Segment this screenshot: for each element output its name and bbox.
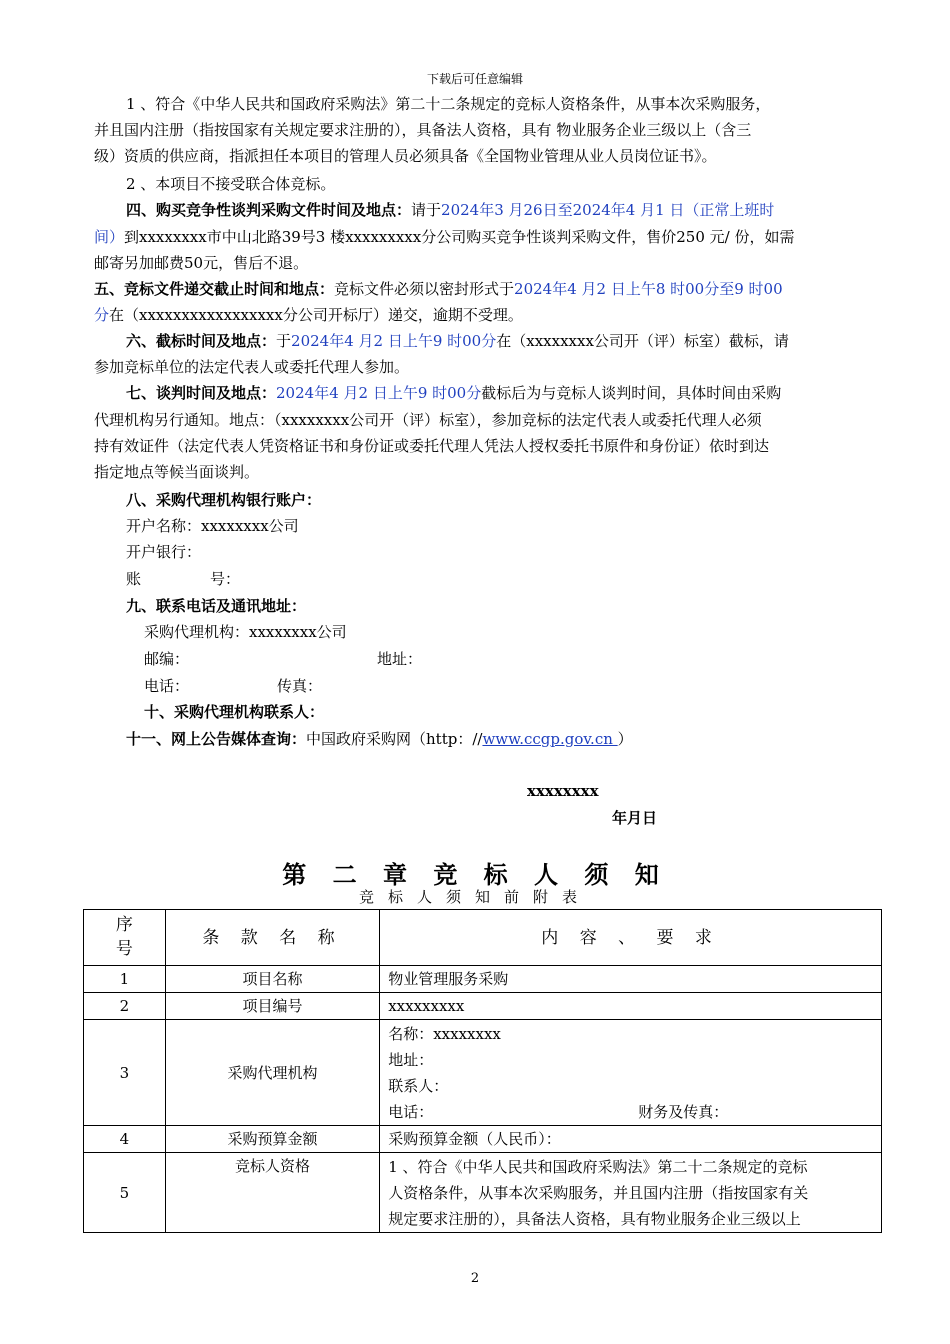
page-number: 2 xyxy=(470,1271,480,1286)
section-5-line: 分在（xxxxxxxxxxxxxxxxx分公司开标厅）递交，逾期不受理。 xyxy=(94,306,523,324)
submission-time: 2024年4 月2 日上午8 时00分至9 时00 xyxy=(514,280,783,298)
signature-company: xxxxxxxx xyxy=(527,782,599,800)
section-6-line: 六、截标时间及地点：于2024年4 月2 日上午9 时00分在（xxxxxxxx公司开（评）标室）截标，请 xyxy=(126,332,789,350)
section-4-line: 四、购买竞争性谈判采购文件时间及地点：请于2024年3 月26日至2024年4 月1 日（正常上班时 xyxy=(126,201,775,219)
purchase-period: 2024年3 月26日至2024年4 月1 日（正常上班时 xyxy=(441,201,775,219)
address: 地址： xyxy=(377,650,423,668)
account-number: 号： xyxy=(210,570,241,588)
table-row: 3 采购代理机构 名称：xxxxxxxx 地址： 联系人： 电话： 财务及传真： xyxy=(84,1020,882,1126)
section-7-line: 七、谈判时间及地点：2024年4 月2 日上午9 时00分截标后为与竞标人谈判时间，具体时间由采购 xyxy=(126,384,782,402)
agency-name: 采购代理机构：xxxxxxxx公司 xyxy=(144,623,347,641)
section-7-heading: 七、谈判时间及地点： xyxy=(126,384,277,402)
section-10-heading: 十、采购代理机构联系人： xyxy=(144,703,325,721)
bank-name: 开户银行： xyxy=(126,543,202,561)
bank-account-name: 开户名称：xxxxxxxx公司 xyxy=(126,517,299,535)
paragraph-line: 1 、符合《中华人民共和国政府采购法》第二十二条规定的竞标人资格条件，从事本次采购服务， xyxy=(126,95,771,113)
section-7-line: 指定地点等候当面谈判。 xyxy=(94,463,260,481)
section-4-heading: 四、购买竞争性谈判采购文件时间及地点： xyxy=(126,201,412,219)
bidder-instructions-table xyxy=(83,909,882,1233)
section-7-line: 代理机构另行通知。地点：（xxxxxxxx公司开（评）标室），参加竞标的法定代表人或委托代理人必须 xyxy=(94,411,762,429)
table-header-row xyxy=(84,910,882,966)
paragraph-line: 2 、本项目不接受联合体竞标。 xyxy=(126,175,336,193)
header-clause: 条 款 名 称 xyxy=(165,910,379,966)
chapter-subtitle: 竞标人须知前附表 xyxy=(358,888,591,906)
account-label: 账 xyxy=(126,570,142,588)
chapter-title: 第 二 章 竞 标 人 须 知 xyxy=(282,860,668,889)
closing-time: 2024年4 月2 日上午9 时00分 xyxy=(291,332,497,350)
table-row: 4 采购预算金额 采购预算金额（人民币）： xyxy=(84,1126,882,1153)
section-4-line: 间）到xxxxxxxx市中山北路39号3 楼xxxxxxxxx分公司购买竞争性谈判采购文件，售价250 元/ 份，如需 xyxy=(94,228,795,246)
page-header: 下载后可任意编辑 xyxy=(426,72,523,86)
section-5-heading: 五、竞标文件递交截止时间和地点： xyxy=(94,280,335,298)
section-6-heading: 六、截标时间及地点： xyxy=(126,332,277,350)
telephone: 电话： xyxy=(144,677,190,695)
section-8-heading: 八、采购代理机构银行账户： xyxy=(126,491,322,509)
section-11-heading: 十一、网上公告媒体查询： xyxy=(126,730,307,748)
section-7-line: 持有效证件（法定代表人凭资格证书和身份证或委托代理人凭法人授权委托书原件和身份证）依时到达 xyxy=(94,437,770,455)
signature-date: 年月日 xyxy=(612,809,658,827)
section-4-line: 邮寄另加邮费50元，售后不退。 xyxy=(94,254,309,272)
header-no: 序号 xyxy=(84,910,166,966)
ccgp-link[interactable]: www.ccgp.gov.cn xyxy=(482,730,618,748)
section-6-line: 参加竞标单位的法定代表人或委托代理人参加。 xyxy=(94,358,410,376)
header-content: 内 容 、 要 求 xyxy=(380,910,882,966)
negotiation-time: 2024年4 月2 日上午9 时00分 xyxy=(276,384,482,402)
table-row: 5 竞标人资格 1 、符合《中华人民共和国政府采购法》第二十二条规定的竞标 人资格条件，从事本次采购服务，并且国内注册（指按国家有关 规定要求注册的），具备法人资格，具有物业服务企业三级以上 xyxy=(84,1153,882,1233)
paragraph-line: 并且国内注册（指按国家有关规定要求注册的），具备法人资格，具有 物业服务企业三级以上（含三 xyxy=(94,121,752,139)
fax: 传真： xyxy=(277,677,323,695)
zip-code: 邮编： xyxy=(144,650,190,668)
section-9-heading: 九、联系电话及通讯地址： xyxy=(126,597,307,615)
section-11-line: 十一、网上公告媒体查询：中国政府采购网（http：//www.ccgp.gov.cn ） xyxy=(126,730,633,748)
table-row: 1 项目名称 物业管理服务采购 xyxy=(84,966,882,993)
paragraph-line: 级）资质的供应商，指派担任本项目的管理人员必须具备《全国物业管理从业人员岗位证书》。 xyxy=(94,147,717,165)
table-row: 2 项目编号 xxxxxxxxx xyxy=(84,993,882,1020)
section-5-line: 五、竞标文件递交截止时间和地点：竞标文件必须以密封形式于2024年4 月2 日上午8 时00分至9 时00 xyxy=(94,280,783,298)
